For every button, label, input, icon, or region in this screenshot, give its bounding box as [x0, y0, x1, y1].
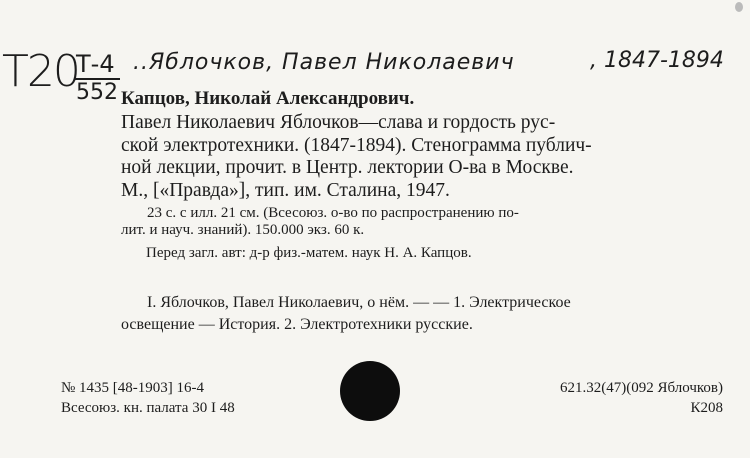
tracing-line: I. Яблочков, Павел Николаевич, о нём. — — 1. Электрическое: [147, 294, 571, 311]
description-line: М., [«Правда»], тип. им. Сталина, 1947.: [121, 179, 450, 201]
shelfmark-top: Т-4: [76, 50, 115, 78]
description-line: ной лекции, прочит. в Центр. лектории О-ва в Москве.: [121, 157, 574, 178]
registration-info: [61, 378, 235, 418]
subject-tracings: [121, 292, 571, 336]
physical-line: лит. и науч. знаний). 150.000 экз. 60 к.: [121, 222, 365, 238]
description-line: ской электротехники. (1847-1894). Стенограмма публич-: [121, 134, 592, 156]
registration-number: № 1435 [48-1903] 16-4: [61, 380, 205, 396]
handwritten-name: ..Яблочков, Павел Николаевич: [133, 50, 515, 75]
shelfmark-main: Т20: [2, 46, 79, 97]
tracing-line: освещение — История. 2. Электротехники русские.: [121, 316, 473, 333]
description-line: Павел Николаевич Яблочков—слава и гордость рус-: [121, 112, 556, 133]
author-note: Перед загл. авт: д-р физ.-матем. наук Н. А. Капцов.: [146, 245, 472, 261]
physical-description: [121, 205, 519, 239]
handwritten-dates: , 1847-1894: [590, 48, 724, 73]
edge-mark: [735, 2, 743, 12]
author-mark: К208: [690, 400, 723, 416]
physical-line: 23 с. с илл. 21 см. (Всесоюз. о-во по распространению по-: [147, 205, 519, 221]
chamber-date: Всесоюз. кн. палата 30 I 48: [61, 400, 235, 416]
punch-hole: [340, 361, 400, 421]
udc-code: 621.32(47)(092 Яблочков): [560, 380, 723, 396]
author-heading: Капцов, Николай Александрович.: [121, 88, 415, 109]
title-description: [121, 112, 592, 202]
shelfmark-bottom: 552: [76, 80, 118, 105]
classification-info: [560, 378, 723, 418]
